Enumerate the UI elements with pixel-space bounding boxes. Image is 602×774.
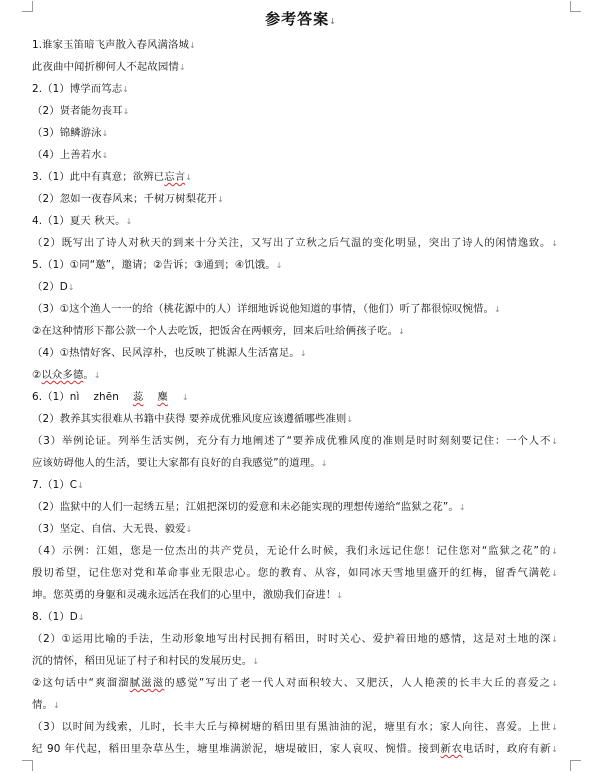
spellcheck-underlined-text: 新农 xyxy=(440,743,463,755)
answer-line xyxy=(32,562,558,584)
answer-line xyxy=(32,276,558,298)
answer-line xyxy=(32,628,558,650)
answer-line xyxy=(32,386,558,408)
page-title xyxy=(0,8,602,29)
answer-text: 纪 90 年代起，稻田里杂草丛生，塘里堆满淤泥，塘堤破旧，家人哀叹、惋惜。接到 xyxy=(32,743,441,755)
paragraph-mark: ↓ xyxy=(458,503,466,512)
answer-text: 坤。您英勇的身躯和灵魂永远活在我们的心里中，激励我们奋进！ xyxy=(32,589,337,601)
answer-text: ② xyxy=(32,369,42,381)
answer-line xyxy=(32,496,558,518)
paragraph-mark: ↓ xyxy=(494,305,501,314)
answer-line xyxy=(32,540,558,562)
paragraph-mark: ↓ xyxy=(551,437,558,446)
answer-text: 8.（1）D xyxy=(32,611,78,623)
answer-line xyxy=(32,452,558,474)
paragraph-mark: ↓ xyxy=(551,569,558,578)
answer-text: （4）示例：江姐，您是一位杰出的共产党员，无论什么时候，我们永远记住您！记住您对“监狱之花”的 xyxy=(32,545,552,557)
paragraph-mark: ↓ xyxy=(329,17,337,26)
answer-text: （3）以时间为线索，儿时，长丰大丘与樟树塘的稻田里有黑油油的泥，塘里有水；家人向往、喜爱。上世 xyxy=(32,721,552,733)
answer-line xyxy=(32,144,558,166)
pinyin-answer: zhēn xyxy=(93,391,119,403)
paragraph-mark: ↓ xyxy=(77,481,84,490)
page-corner-mark-bottom-right xyxy=(570,760,581,771)
paragraph-mark: ↓ xyxy=(52,701,60,710)
answer-text: （2）D xyxy=(32,281,68,293)
answer-text: 3.（1）此中有真意；欲辨已 xyxy=(32,171,165,183)
answer-text: （3）锦鳞游泳 xyxy=(32,127,102,139)
paragraph-mark: ↓ xyxy=(122,107,130,116)
spellcheck-underlined-text: 以众多德 xyxy=(41,369,84,381)
paragraph-mark: ↓ xyxy=(101,151,109,160)
answer-line xyxy=(32,342,558,364)
answer-text: （3）坚定、自信、大无畏、毅爱 xyxy=(32,523,186,535)
answer-line xyxy=(32,518,558,540)
answer-text: 沉的情怀，稻田见证了村子和村民的发展历史。 xyxy=(32,655,253,667)
answer-line xyxy=(32,320,558,342)
paragraph-mark: ↓ xyxy=(93,371,101,380)
answer-line xyxy=(32,78,558,100)
paragraph-mark: ↓ xyxy=(217,195,224,204)
answer-text: 的感觉”写出了老一代人对面积较大、又肥沃，人人艳羡的长丰大丘的喜爱之 xyxy=(164,677,552,689)
paragraph-mark: ↓ xyxy=(336,591,344,600)
answer-text: （2）①运用比喻的手法，生动形象地写出村民拥有稻田，时时关心、爱护着田地的感情，这是对土地的深 xyxy=(32,633,552,645)
paragraph-mark: ↓ xyxy=(551,239,558,248)
paragraph-mark: ↓ xyxy=(398,327,405,336)
answer-line xyxy=(32,694,558,716)
paragraph-mark: ↓ xyxy=(77,613,85,622)
answer-line xyxy=(32,364,558,386)
pinyin-answer: 麋 xyxy=(157,391,168,403)
answer-text: （2）贤者能勿丧耳 xyxy=(32,105,123,117)
pinyin-answer: 蕊 xyxy=(132,391,144,403)
paragraph-mark: ↓ xyxy=(320,459,328,468)
answer-line xyxy=(32,430,558,452)
answer-line xyxy=(32,188,558,210)
answer-text: 4.（1）夏天 秋天。 xyxy=(32,215,126,227)
answer-text: 2.（1）博学而笃志 xyxy=(32,83,123,95)
answer-text: 此夜曲中闻折柳何人不起故园情 xyxy=(32,61,179,73)
paragraph-mark: ↓ xyxy=(346,415,354,424)
answer-text: （2）既写出了诗人对秋天的到来十分关注，又写出了立秋之后气温的变化明显，突出了诗人的闲情逸致。 xyxy=(32,237,552,249)
answer-line xyxy=(32,474,558,496)
paragraph-mark: ↓ xyxy=(178,63,186,72)
answer-text: （4）①热情好客、民风淳朴，也反映了桃源人生活富足。 xyxy=(32,347,300,359)
paragraph-mark: ↓ xyxy=(551,635,558,644)
paragraph-mark: ↓ xyxy=(299,349,307,358)
answer-text: 。 xyxy=(83,369,94,381)
answer-line xyxy=(32,298,558,320)
paragraph-mark: ↓ xyxy=(551,723,558,732)
page-title-text: 参考答案 xyxy=(265,10,330,28)
answer-text: 1.谁家玉笛暗飞声散入春风满洛城 xyxy=(32,39,189,51)
answer-line xyxy=(32,738,558,760)
paragraph-mark: ↓ xyxy=(275,261,283,270)
answer-text: （3）①这个渔人一一的给（桃花源中的人）详细地诉说他知道的事情，（他们）听了都很惊叹惋惜。 xyxy=(32,303,495,315)
paragraph-mark: ↓ xyxy=(185,525,193,534)
pinyin-answer: 6.（1）nì xyxy=(32,391,80,403)
answer-line xyxy=(32,100,558,122)
answer-text: （2）监狱中的人们一起绣五星；江姐把深切的爱意和未必能实现的理想传递给“监狱之花”。 xyxy=(32,501,459,513)
paragraph-mark: ↓ xyxy=(125,217,133,226)
answer-text: 5.（1）①同“邀”，邀请；②告诉；③通到；④饥饿。 xyxy=(32,259,276,271)
answer-line xyxy=(32,166,558,188)
answer-line xyxy=(32,232,558,254)
answer-line xyxy=(32,672,558,694)
paragraph-mark: ↓ xyxy=(551,745,558,754)
answer-line xyxy=(32,34,558,56)
paragraph-mark: ↓ xyxy=(551,547,558,556)
answer-body xyxy=(32,34,558,760)
paragraph-mark: ↓ xyxy=(185,173,193,182)
answer-text: （4）上善若水 xyxy=(32,149,102,161)
answer-text: （2）教养其实很难从书籍中获得 要养成优雅风度应该遵循哪些准则 xyxy=(32,413,347,425)
answer-text: 情。 xyxy=(32,699,53,711)
answer-line xyxy=(32,56,558,78)
answer-text: （3）举例论证。列举生活实例，充分有力地阐述了“要养成优雅风度的准则是时时刻刻要记住：一个人不 xyxy=(32,435,552,447)
paragraph-mark: ↓ xyxy=(122,85,130,94)
answer-text: 应该妨碍他人的生活，要让大家都有良好的自我感觉”的道理。 xyxy=(32,457,321,469)
paragraph-mark: ↓ xyxy=(67,283,75,292)
answer-line xyxy=(32,650,558,672)
answer-line xyxy=(32,408,558,430)
answer-text: 殷切希望，记住您对党和革命事业无限忠心。您的教育、从容，如同冰天雪地里盛开的红梅，留香气满乾 xyxy=(32,567,552,579)
answer-text: （2）忽如一夜春风来；千树万树梨花开 xyxy=(32,193,218,205)
answer-text: 7.（1）C xyxy=(32,479,78,491)
answer-line xyxy=(32,210,558,232)
answer-text: ②这句话中“爽溜溜 xyxy=(32,677,130,689)
answer-line xyxy=(32,606,558,628)
paragraph-mark: ↓ xyxy=(551,679,558,688)
answer-text: 电话时，政府有新 xyxy=(462,743,552,755)
paragraph-mark: ↓ xyxy=(181,393,189,402)
paragraph-mark: ↓ xyxy=(188,41,196,50)
answer-line xyxy=(32,716,558,738)
page-corner-mark-bottom-left xyxy=(22,760,33,771)
spellcheck-underlined-text: 腻滋滋 xyxy=(129,677,165,689)
answer-line xyxy=(32,584,558,606)
spellcheck-underlined-text: 忘言 xyxy=(164,171,186,183)
paragraph-mark: ↓ xyxy=(252,657,260,666)
answer-text: ②在这种情形下都公款一个人去吃饭，把饭舍在两顿旁，回来后吐给俩孩子吃。 xyxy=(32,325,399,337)
answer-line xyxy=(32,254,558,276)
answer-line xyxy=(32,122,558,144)
paragraph-mark: ↓ xyxy=(101,129,109,138)
